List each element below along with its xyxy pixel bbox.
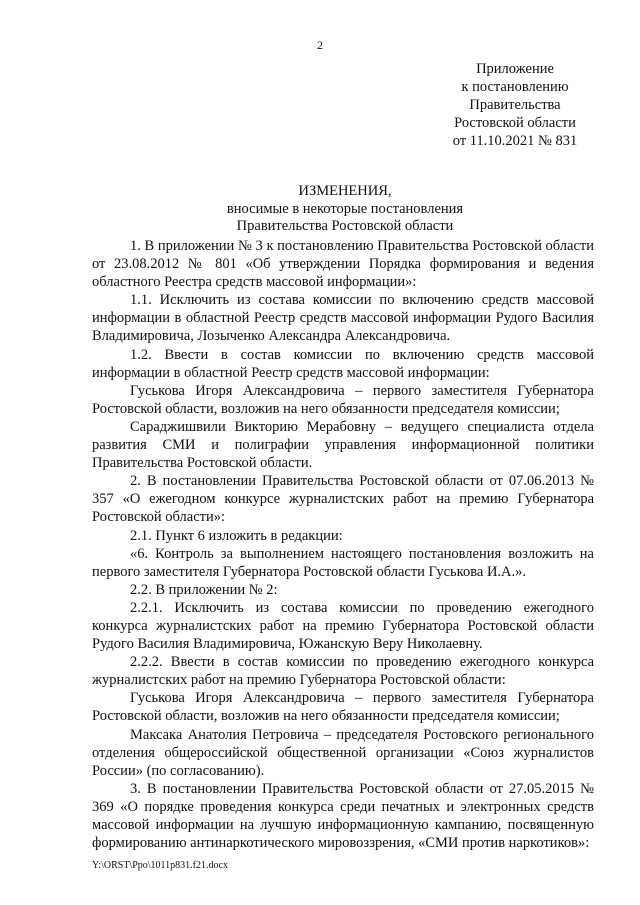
appendix-line: Ростовской области: [454, 115, 576, 131]
paragraph: «6. Контроль за выполнением настоящего постановления возложить на первого заместителя Губернатора Ростовской области Гуськова И.А.».: [92, 545, 594, 580]
paragraph: 2.2.1. Исключить из состава комиссии по проведению ежегодного конкурса журналистских работ на премию Губернатора Ростовской области Рудого Василия Владимировича, Южанскую Веру Николаевну.: [92, 599, 594, 653]
title-heading: ИЗМЕНЕНИЯ,: [298, 183, 392, 199]
document-body: [92, 237, 594, 852]
title-subline: Правительства Ростовской области: [236, 218, 454, 234]
paragraph: 1.1. Исключить из состава комиссии по включению средств массовой информации в областной Реестр средств массовой информации Рудого Василия Владимировича, Лозыченко Александра Александровича.: [92, 292, 594, 345]
paragraph: Гуськова Игоря Александровича – первого заместителя Губернатора Ростовской области, возложив на него обязанности председателя комиссии;: [92, 690, 594, 725]
appendix-line: Приложение: [476, 61, 554, 77]
title-subline: вносимые в некоторые постановления: [226, 200, 464, 217]
paragraph: 2.2.2. Ввести в состав комиссии по проведению ежегодного конкурса журналистских работ на премию Губернатора Ростовской области:: [92, 654, 594, 689]
file-path-footer: Y:\ORST\Ppo\1011p831.f21.docx: [92, 860, 228, 871]
appendix-line: от 11.10.2021 № 831: [452, 133, 578, 149]
paragraph: 3. В постановлении Правительства Ростовской области от 27.05.2015 № 369 «О порядке проведения конкурса среди печатных и электронных средств массовой информации на лучшую информационную кампанию, посвященную формированию антинаркотического мировоззрения, «СМИ против наркотиков»:: [92, 780, 594, 852]
paragraph: Гуськова Игоря Александровича – первого заместителя Губернатора Ростовской области, возложив на него обязанности председателя комиссии;: [92, 382, 594, 417]
paragraph: Максака Анатолия Петровича – председателя Ростовского регионального отделения общероссийской общественной организации «Союз журналистов России» (по согласованию).: [92, 726, 594, 779]
paragraph: 1.2. Ввести в состав комиссии по включению средств массовой информации в областной Реестр средств массовой информации:: [92, 346, 594, 381]
appendix-block: [420, 60, 610, 150]
paragraph: 2.2. В приложении № 2:: [130, 581, 278, 598]
document-title: [0, 183, 640, 236]
appendix-line: Правительства: [469, 97, 561, 113]
paragraph: 2.1. Пункт 6 изложить в редакции:: [130, 527, 343, 544]
paragraph: 1. В приложении № 3 к постановлению Правительства Ростовской области от 23.08.2012 № 801 «Об утверждении Порядка формирования и ведения областного Реестра средств массовой информации»:: [92, 238, 594, 291]
appendix-line: к постановлению: [461, 79, 569, 95]
page-number: 2: [317, 38, 323, 52]
paragraph: Сараджишвили Викторию Мерабовну – ведущего специалиста отдела развития СМИ и полиграфии управления информационной политики Правительства Ростовской области.: [92, 418, 594, 472]
paragraph: 2. В постановлении Правительства Ростовской области от 07.06.2013 № 357 «О ежегодном конкурсе журналистских работ на премию Губернатора Ростовской области»:: [92, 473, 594, 526]
